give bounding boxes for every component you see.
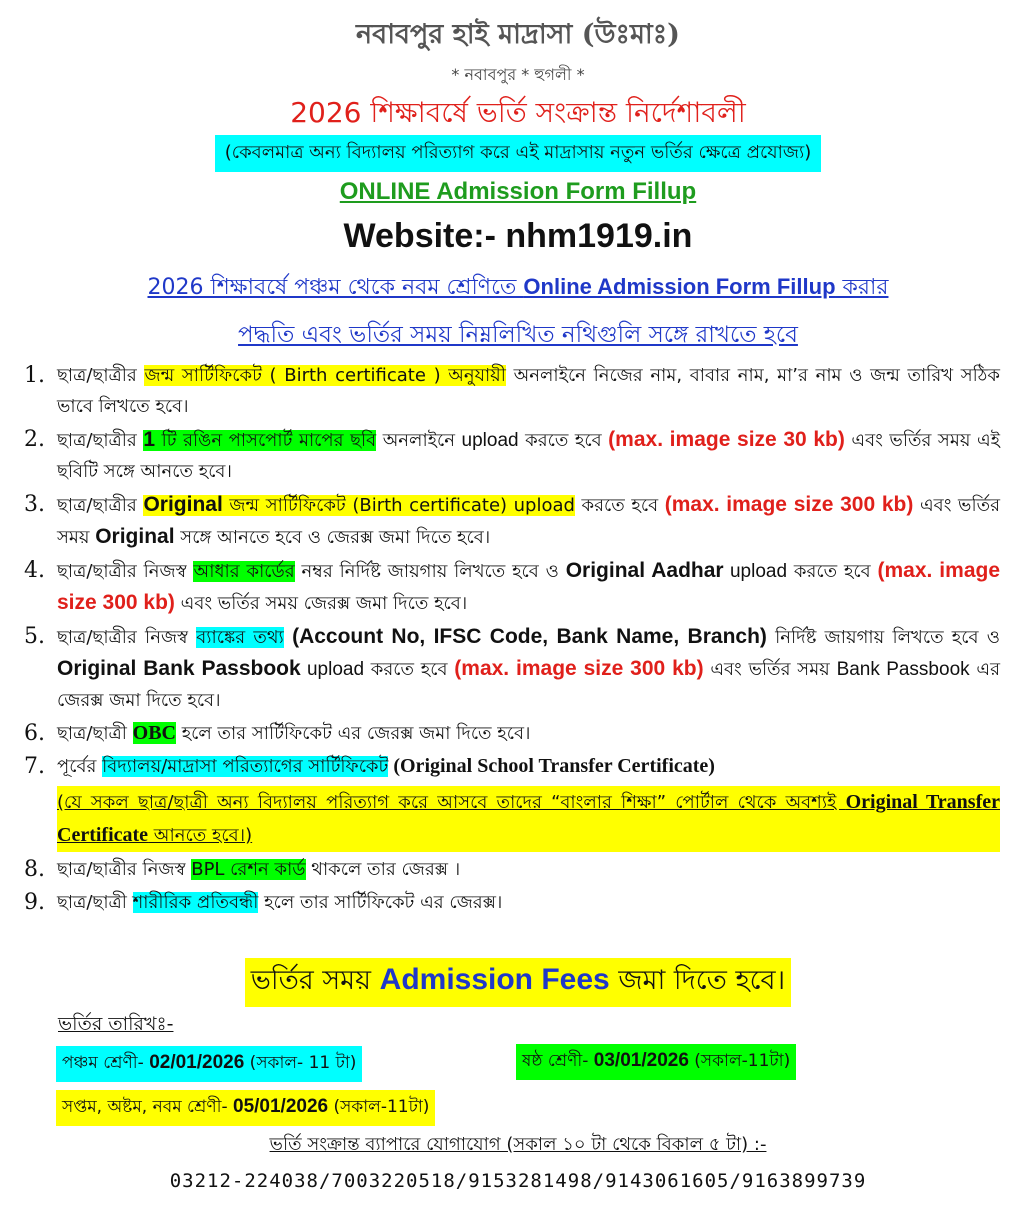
- item-highlight: [143, 430, 376, 451]
- list-item: [20, 424, 1000, 487]
- item-bold: (Account No, IFSC Code, Bank Name, Branch): [283, 625, 767, 648]
- item-bold: Original: [95, 525, 175, 548]
- item-text: ছাত্র/ছাত্রীর: [57, 365, 145, 386]
- item-bold: Original Bank Passbook: [57, 657, 301, 680]
- item-number: 3.: [24, 492, 45, 517]
- list-item: [20, 751, 1000, 852]
- fees-text: জমা দিতে হবে।: [609, 965, 786, 996]
- intro-text-c: করার: [835, 275, 889, 300]
- date-class-6: [516, 1044, 796, 1080]
- website-line: Website:- nhm1919.in: [343, 217, 693, 255]
- item-text: হলে তার সার্টিফিকেট এর জেরক্স।: [258, 892, 503, 913]
- item-highlight: বিদ্যালয়/মাদ্রাসা পরিত্যাগের সার্টিফিকেট: [102, 756, 389, 777]
- online-admission-heading: ONLINE Admission Form Fillup: [339, 178, 697, 205]
- item-en-text: upload: [723, 561, 788, 582]
- item-text: ছাত্র/ছাত্রীর নিজস্ব: [57, 859, 192, 880]
- item-text: হলে তার সার্টিফিকেট এর জেরক্স জমা দিতে হবে।: [175, 723, 531, 744]
- item-text: এবং ভর্তির সময় এই ছবিটি সঙ্গে আনতে হবে।: [57, 430, 1001, 482]
- school-name: নবাবপুর হাই মাদ্রাসা (উঃমাঃ): [356, 19, 680, 50]
- date-value: 03/01/2026: [593, 1050, 689, 1071]
- fees-bold: Admission Fees: [379, 963, 610, 996]
- intro-line-1: [0, 270, 1036, 307]
- contact-phone-numbers: 03212-224038/7003220518/9153281498/9143061605/9163899739: [169, 1170, 867, 1192]
- max-size-note: (max. image size 300 kb): [454, 657, 704, 680]
- date-class-7-8-9: [56, 1090, 435, 1126]
- date-time: (সকাল-11টা): [328, 1097, 430, 1117]
- item-highlight: আধার কার্ডের: [193, 561, 295, 582]
- item-text: নির্দিষ্ট জায়গায় লিখতে হবে ও: [766, 627, 1001, 648]
- notice-subtitle-wrap: [0, 135, 1036, 172]
- item-highlight: জন্ম সার্টিফিকেট ( Birth certificate ) অনুযায়ী: [144, 365, 506, 386]
- date-value: 02/01/2026: [149, 1052, 245, 1073]
- date-value: 05/01/2026: [233, 1096, 329, 1117]
- note-bold: Original Transfer Certificate: [57, 791, 1000, 846]
- fees-text: ভর্তির সময়: [250, 965, 380, 996]
- item-en-text: upload: [461, 430, 519, 451]
- item-text: করতে হবে: [364, 659, 455, 680]
- item-text: এবং ভর্তির সময়: [703, 659, 837, 680]
- intro-line-2: পদ্ধতি এবং ভর্তির সময় নিম্নলিখিত নথিগুলি সঙ্গে রাখতে হবে: [238, 322, 798, 348]
- item-en-text: Bank Passbook: [836, 659, 970, 680]
- item-text: ছাত্র/ছাত্রীর: [57, 430, 144, 451]
- list-item: [20, 489, 1000, 553]
- item-bold: 1: [143, 428, 156, 451]
- item-highlight: শারীরিক প্রতিবন্ধী: [132, 892, 259, 913]
- list-item: [20, 555, 1000, 619]
- item-text: থাকলে তার জেরক্স ।: [305, 859, 461, 880]
- item-bold: Original Aadhar: [565, 559, 724, 582]
- item-text: ছাত্র/ছাত্রীর নিজস্ব: [57, 627, 197, 648]
- item-text: ছাত্র/ছাত্রীর নিজস্ব: [57, 561, 194, 582]
- item-highlight: ব্যাঙ্কের তথ্য: [196, 627, 284, 648]
- transfer-certificate-note: [57, 786, 1000, 852]
- notice-subtitle: (কেবলমাত্র অন্য বিদ্যালয় পরিত্যাগ করে এই মাদ্রাসায় নতুন ভর্তির ক্ষেত্রে প্রযোজ্য): [215, 135, 821, 172]
- note-text: (যে সকল ছাত্র/ছাত্রী অন্য বিদ্যালয় পরিত্যাগ করে আসবে তাদের “বাংলার শিক্ষা” পোর্টাল থেকে অবশ্যই: [57, 792, 846, 813]
- item-text: এবং ভর্তির সময়: [57, 495, 1001, 548]
- contact-heading: ভর্তি সংক্রান্ত ব্যাপারে যোগাযোগ (সকাল ১০ টা থেকে বিকাল ৫ টা) :-: [269, 1134, 767, 1155]
- item-bold: Original: [143, 493, 223, 516]
- note-text: আনতে হবে।): [148, 825, 253, 846]
- max-size-note: (max. image size 30 kb): [608, 428, 845, 451]
- list-item: [20, 360, 1000, 422]
- item-number: 7.: [24, 754, 45, 779]
- item-text: ছাত্র/ছাত্রীর: [57, 495, 144, 516]
- item-highlight-text: জন্ম সার্টিফিকেট (Birth certificate) upload: [222, 495, 575, 516]
- item-text: সঙ্গে আনতে হবে ও জেরক্স জমা দিতে হবে।: [174, 527, 491, 548]
- notice-title: 2026 শিক্ষাবর্ষে ভর্তি সংক্রান্ত নির্দেশাবলী: [290, 96, 746, 129]
- item-en-text: upload: [300, 659, 365, 680]
- date-class-5: [56, 1046, 362, 1082]
- item-number: 8.: [24, 857, 45, 882]
- date-label: ষষ্ঠ শ্রেণী-: [522, 1051, 594, 1071]
- item-text: এর জেরক্স জমা দিতে হবে।: [57, 659, 1000, 711]
- location-line: * নবাবপুর * হুগলী *: [451, 65, 585, 84]
- item-text: এবং ভর্তির সময় জেরক্স জমা দিতে হবে।: [174, 593, 468, 614]
- max-size-note: (max. image size 300 kb): [664, 493, 914, 516]
- date-label: সপ্তম, অষ্টম, নবম শ্রেণী-: [62, 1097, 233, 1117]
- item-number: 2.: [24, 427, 45, 452]
- item-text: অনলাইনে: [376, 430, 462, 451]
- item-text: ছাত্র/ছাত্রী: [57, 892, 133, 913]
- list-item: [20, 854, 1000, 885]
- admission-fees-banner: [245, 958, 791, 1007]
- admission-dates-heading: ভর্তির তারিখঃ-: [58, 1013, 174, 1035]
- instruction-list: [20, 360, 1000, 920]
- intro-text-a: 2026 শিক্ষাবর্ষে পঞ্চম থেকে নবম শ্রেণিতে: [147, 275, 524, 300]
- date-time: (সকাল-11টা): [688, 1051, 791, 1071]
- item-number: 6.: [24, 721, 45, 746]
- item-text: ছাত্র/ছাত্রী: [57, 723, 133, 744]
- online-heading-wrap: [0, 178, 1036, 206]
- intro-text-b: Online Admission Form Fillup: [523, 274, 836, 299]
- item-highlight: OBC: [132, 722, 176, 744]
- item-number: 9.: [24, 890, 45, 915]
- item-text: করতে হবে: [518, 430, 609, 451]
- item-text: অনলাইনে নিজের নাম, বাবার নাম, মা’র নাম ও জন্ম তারিখ সঠিক ভাবে লিখতে হবে।: [57, 365, 1001, 417]
- fees-wrap: [0, 958, 1036, 1007]
- max-size-note: (max. image size 300 kb): [57, 559, 1000, 614]
- item-highlight-text: টি রঙিন পাসপোর্ট মাপের ছবি: [155, 430, 377, 451]
- item-text: করতে হবে: [574, 495, 665, 516]
- date-time: (সকাল- 11 টা): [244, 1053, 357, 1073]
- list-item: [20, 887, 1000, 918]
- item-highlight: [143, 495, 575, 516]
- list-item: [20, 718, 1000, 749]
- item-highlight: BPL রেশন কার্ড: [191, 859, 306, 880]
- item-text: করতে হবে: [787, 561, 878, 582]
- item-text: পূর্বের: [57, 756, 103, 777]
- item-number: 4.: [24, 558, 45, 583]
- item-bold: (Original School Transfer Certificate): [388, 755, 715, 777]
- list-item: [20, 621, 1000, 716]
- item-number: 1.: [24, 363, 45, 388]
- item-text: নম্বর নির্দিষ্ট জায়গায় লিখতে হবে ও: [294, 561, 566, 582]
- date-label: পঞ্চম শ্রেণী-: [62, 1053, 150, 1073]
- item-number: 5.: [24, 624, 45, 649]
